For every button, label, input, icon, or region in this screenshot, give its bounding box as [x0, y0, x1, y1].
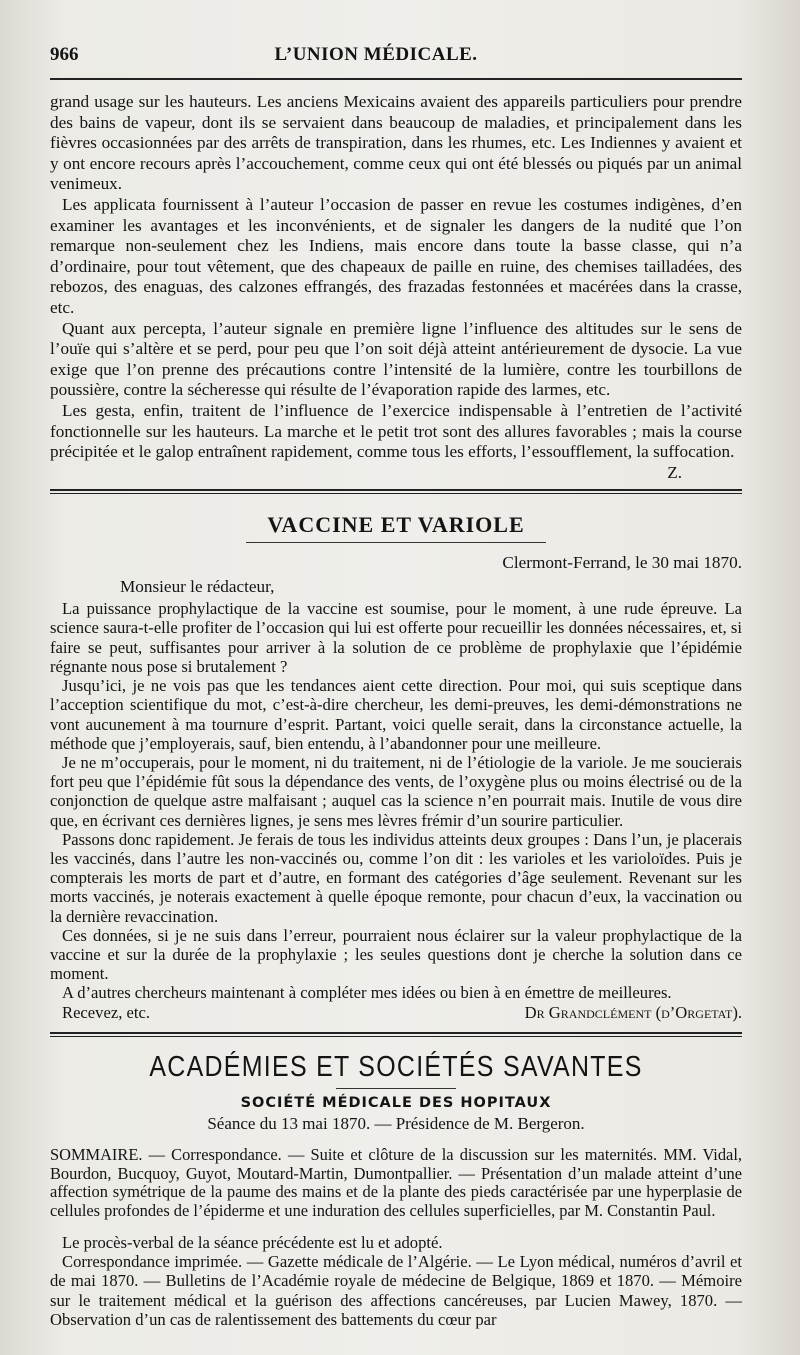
- section-title: VACCINE ET VARIOLE: [267, 512, 525, 538]
- summary: SOMMAIRE. — Correspondance. — Suite et clôture de la discussion sur les maternités. MM. Vidal, Bourdon, Bucquoy, Guyot, Moutard-Martin, Dumontpallier. — Présentation d’un malade atteint d’une affection symétrique de la paume des mains et de la plante des pieds caractérisée par une hyperplasie de cellules profondes de l’épiderme et une induration des cellules superficielles, par M. Constantin Paul.: [50, 1144, 742, 1221]
- seance-line: Séance du 13 mai 1870. — Présidence de M. Bergeron.: [207, 1113, 585, 1133]
- section-divider: [50, 1032, 742, 1037]
- paragraph: A d’autres chercheurs maintenant à compléter mes idées ou bien à en émettre de meilleures.: [62, 983, 672, 1003]
- author-initial: Z.: [667, 462, 682, 482]
- title-rule: [246, 542, 546, 543]
- dateline: Clermont-Ferrand, le 30 mai 1870.: [502, 553, 742, 573]
- paragraph: grand usage sur les hauteurs. Les anciens Mexicains avaient des appareils particuliers pour prendre des bains de vapeur, dont ils se servaient dans beaucoup de maladies, et principalement dans les fièvres occasionnées par des arrêts de transpiration, dans les rhumes, etc. Les Indiennes y avaient et y ont encore recours après l’accouchement, comme ceux qui ont été blessés ou piqués par un animal venimeux.: [50, 92, 742, 194]
- paragraph: Correspondance imprimée. — Gazette médicale de l’Algérie. — Le Lyon médical, numéros d’avril et de mai 1870. — Bulletins de l’Académie royale de médecine de Belgique, 1869 et 1870. — Mémoire sur le traitement médical et la guérison des affections cancéreuses, par Lucien Mawey, 1870. — Observation d’un cas de ralentissement des battements du cœur par: [50, 1252, 742, 1329]
- closing: Recevez, etc.: [62, 1002, 150, 1022]
- paragraph: Jusqu’ici, je ne vois pas que les tendances aient cette direction. Pour moi, qui suis sceptique dans l’acception scientifique du mot, c’est-à-dire chercheur, les demi-preuves, les demi-démonstrations ne vont aucunement à ma tournure d’esprit. Partant, voici quelle serait, dans la circonstance actuelle, la méthode que j’employerais, sauf, bien entendu, à l’abandonner pour une meilleure.: [50, 676, 742, 753]
- paragraph: Je ne m’occuperais, pour le moment, ni du traitement, ni de l’étiologie de la variole. Je me soucierais fort peu que l’épidémie fût sous la dépendance des vents, de l’oxygène plus ou moins électrisé ou de la conjonction de quelque astre malfaisant ; auquel cas la science n’en pourrait mais. Inutile de vous dire que, en écrivant ces dernières lignes, je sens mes lèvres frémir d’un sourire particulier.: [50, 752, 742, 830]
- paragraph: Ces données, si je ne suis dans l’erreur, pourraient nous éclairer sur la valeur prophylactique de la vaccine et sur la durée de la prophylaxie ; les seules questions dont je cherche la solution dans ce moment.: [50, 925, 742, 984]
- title-rule: [336, 1088, 456, 1089]
- salutation: Monsieur le rédacteur,: [120, 577, 275, 597]
- section-divider: [50, 489, 742, 494]
- page-number: 966: [50, 44, 79, 65]
- article-academies: [50, 1051, 742, 1329]
- paragraph: Le procès-verbal de la séance précédente est lu et adopté.: [62, 1232, 443, 1252]
- article-vaccine: [50, 512, 742, 1021]
- author-signature: Dr Grandclément (d’Orgetat).: [524, 1002, 742, 1022]
- society-name: SOCIÉTÉ MÉDICALE DES HOPITAUX: [240, 1094, 552, 1111]
- closing-line: [50, 1003, 742, 1022]
- spacer: [50, 1221, 742, 1233]
- journal-title: L’UNION MÉDICALE.: [274, 44, 478, 65]
- paragraph: Les applicata fournissent à l’auteur l’occasion de passer en revue les costumes indigènes, d’en examiner les avantages et les inconvénients, et de signaler les dangers de la nudité que l’on remarque non-seulement chez les Indiens, mais encore dans toute la basse classe, qui n’a d’ordinaire, pour tout vêtement, que des chapeaux de paille en ruine, des chemises tailladées, des rebozos, des enaguas, des calzones effrangés, des frazadas festonnées et macérées dans la crasse, etc.: [50, 194, 742, 317]
- section-title: ACADÉMIES ET SOCIÉTÉS SAVANTES: [149, 1050, 643, 1083]
- paragraph: Passons donc rapidement. Je ferais de tous les individus atteints deux groupes : Dans l’un, je placerais les vaccinés, dans l’autre les non-vaccinés ou, comme l’on dit : les varioles et les varioloïdes. Puis je compterais les morts de part et d’autre, en formant des catégories d’âge seulement. Revenant sur les morts vaccinés, je noterais exactement à quelle époque remonte, pour chacun d’eux, la vaccination ou la dernière revaccination.: [50, 829, 742, 926]
- paragraph: Les gesta, enfin, traitent de l’influence de l’exercice indispensable à l’entretien de l’activité fonctionnelle sur les hauteurs. La marche et le petit trot sont des allures favorables ; mais la course précipitée et le galop entraînent rapidement, comme tous les efforts, l’essoufflement, la suffocation.: [50, 400, 742, 462]
- paragraph: Quant aux percepta, l’auteur signale en première ligne l’influence des altitudes sur le sens de l’ouïe qui s’altère et se perd, pour peu que l’on soit déjà atteint antérieurement de dysocie. La vue exige que l’on prenne des précautions contre l’intensité de la lumière, contre les tourbillons de poussière, contre la sécheresse qui résulte de l’évaporation rapide des larmes, etc.: [50, 318, 742, 400]
- paragraph: La puissance prophylactique de la vaccine est soumise, pour le moment, à une rude épreuve. La science saura-t-elle profiter de l’occasion qui lui est offerte pour recueillir les données nécessaires, et, si faire se peut, suffisantes pour arriver à la solution de ce problème de prophylaxie que l’épidémie régnante nous pose si brutalement ?: [50, 599, 742, 676]
- running-head: [50, 44, 742, 80]
- article-altitudes: [50, 92, 742, 483]
